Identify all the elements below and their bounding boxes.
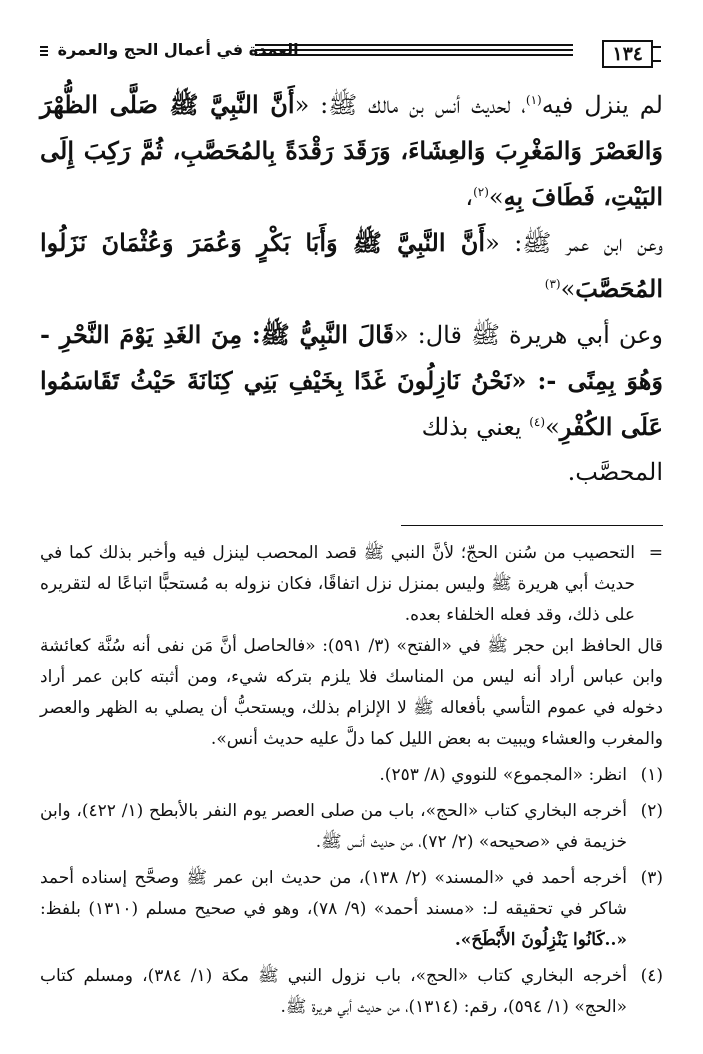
hadith-quote: أَنَّ النَّبِيَّ ﷺ وَأَبَا بَكْرٍ وَعُمَرَ وَعُثْمَانَ نَزَلُوا المُحَصَّبَ xyxy=(40,228,663,303)
footnote-ref-3[interactable]: (٣) xyxy=(544,277,561,291)
text-run: لم ينزل فيه xyxy=(541,91,663,119)
footnote-number: (٤) xyxy=(640,966,663,986)
footnote-1 xyxy=(40,760,663,791)
running-title-text: العمدة في أعمال الحج والعمرة xyxy=(57,40,299,59)
footnote-ref-4[interactable]: (٤) xyxy=(529,415,546,429)
text-run: وعن ابن عمر ﷺ: « xyxy=(485,229,663,257)
quote-close: » xyxy=(560,275,576,303)
paragraph-anas xyxy=(40,82,663,220)
footnote-text: أخرجه البخاري كتاب «الحج»، باب من صلى العصر يوم النفر بالأبطح (١/ ٤٢٢)، وابن خزيمة في «صحيحه» (٢/ ٧٢)، من حديث أنس ﷺ. xyxy=(40,801,627,852)
ibn-hajar-quote: قال الحافظ ابن حجر ﷺ في «الفتح» (٣/ ٥٩١): «فالحاصل أنَّ مَن نفى أنه سُنَّة كعائشة وابن عباس أراد أنه ليس من المناسك فلا يلزم بتركه شيء، ومن أثبته كابن عمر أراد دخوله في عموم التأسي بأفعاله ﷺ لا الإلزام بذلك، ويستحبُّ أن يصلي به الظهر والعصر والمغرب والعشاء ويبيت به بعض الليل كما دلَّ عليه حديث أنس». xyxy=(40,636,663,749)
paragraph-abu-hurayra xyxy=(40,312,663,450)
footnote-4 xyxy=(40,961,663,1023)
footnotes xyxy=(40,538,663,1023)
main-text xyxy=(40,82,663,495)
hadith-quote: قَالَ النَّبِيُّ ﷺ: مِنَ الغَدِ يَوْمَ النَّحْرِ - وَهُوَ بِمِنًى -: «نَحْنُ نَازِلُونَ غَدًا بِخَيْفِ بَنِي كِنَانَةَ حَيْثُ تَقَاسَمُوا عَلَى الكُفْرِ xyxy=(40,320,663,441)
footnote-quote: «..كَانُوا يَنْزِلُونَ الأَبْطَحَ». xyxy=(454,930,627,950)
footnote-2 xyxy=(40,796,663,858)
paragraph-end: المحصَّب. xyxy=(567,458,663,486)
footnote-number: (١) xyxy=(640,765,663,785)
footnote-number: (٣) xyxy=(640,868,663,888)
note-text: التحصيب من سُنن الحجّ؛ لأنَّ النبي ﷺ قصد المحصب لينزل فيه وأخبر بذلك كما في حديث أبي هريرة ﷺ وليس بمنزل نزل اتفاقًا، فكان نزوله به مُستحبًّا اتباعًا له لتقريره على ذلك، وقد فعله الخلفاء بعده. xyxy=(40,543,635,625)
footnote-text: انظر: «المجموع» للنووي (٨/ ٢٥٣). xyxy=(379,765,627,785)
quote-close: » xyxy=(488,183,504,211)
text-run: يعني بذلك xyxy=(421,413,530,441)
header-rules xyxy=(255,44,573,58)
continued-note xyxy=(40,538,663,631)
text-run: ، لحديث أنس بن مالك ﷺ: « xyxy=(294,91,526,119)
footnote-3 xyxy=(40,863,663,956)
book-page xyxy=(40,38,663,1023)
footnote-ref-2[interactable]: (٢) xyxy=(473,185,489,199)
hadith-quote: أَنَّ النَّبِيَّ ﷺ صَلَّى الظُّهْرَ وَالعَصْرَ وَالمَغْرِبَ وَالعِشَاءَ، وَرَقَدَ رَقْدَةً بِالمُحَصَّبِ، ثُمَّ رَكِبَ إِلَى البَيْتِ، فَطَافَ بِهِ xyxy=(40,90,663,211)
footnote-text: أخرجه البخاري كتاب «الحج»، باب نزول النبي ﷺ مكة (١/ ٣٨٤)، ومسلم كتاب «الحج» (١/ ٥٩٤)، رقم: (١٣١٤)، من حديث أبي هريرة ﷺ. xyxy=(40,966,627,1017)
title-ornament-icon xyxy=(40,44,48,58)
running-title xyxy=(40,40,299,59)
paragraph-ibn-umar xyxy=(40,220,663,312)
text-run: وعن أبي هريرة ﷺ قال: « xyxy=(393,321,663,349)
footnote-number: (٢) xyxy=(640,801,663,821)
running-header xyxy=(40,38,663,72)
text-run: ، xyxy=(465,183,474,211)
footnote-divider xyxy=(401,525,663,526)
continuation-marker: = xyxy=(648,543,663,563)
page-number: ١٣٤ xyxy=(602,40,653,68)
quote-close: » xyxy=(545,413,560,441)
footnote-text: أخرجه أحمد في «المسند» (٢/ ١٣٨)، من حديث ابن عمر ﷺ وصحَّح إسناده أحمد شاكر في تحقيقه لـ: «مسند أحمد» (٩/ ٧٨)، وهو في صحيح مسلم (١٣١٠) بلفظ: xyxy=(40,868,628,919)
footnote-ref-1[interactable]: (١) xyxy=(525,93,542,107)
